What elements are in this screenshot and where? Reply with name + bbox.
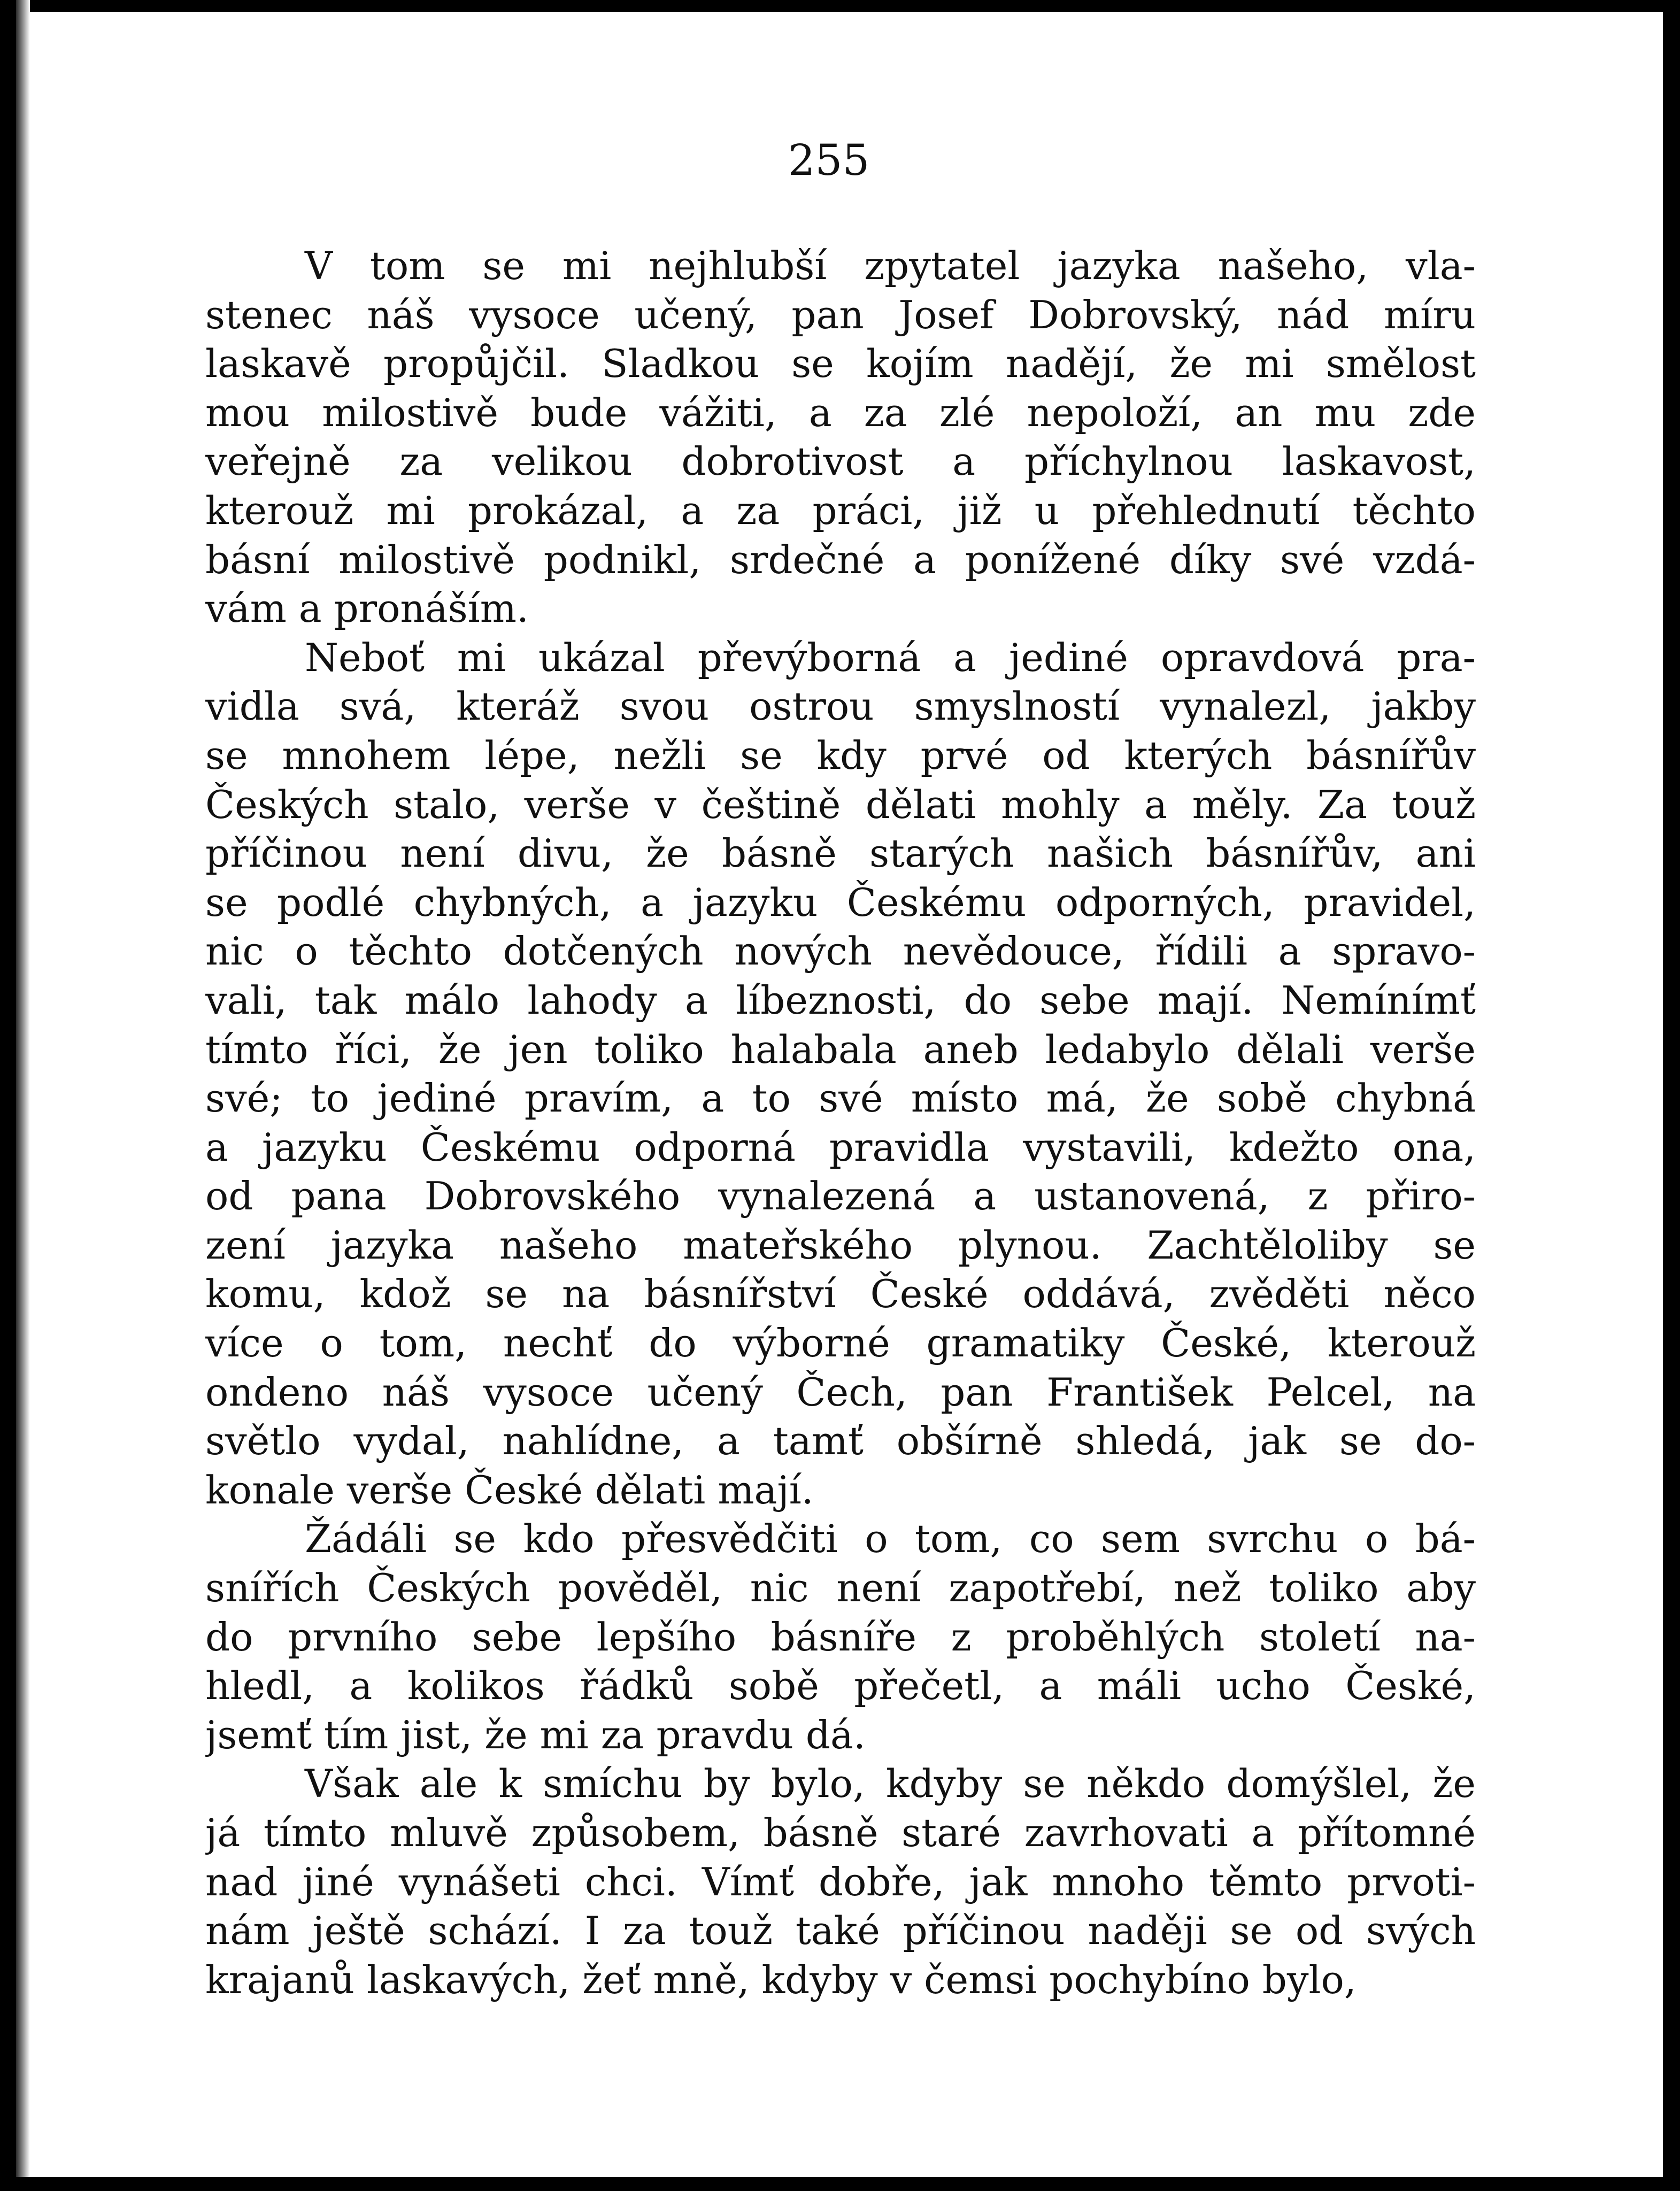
body-text bbox=[205, 242, 1476, 2004]
text-line: tímto říci, že jen toliko halabala aneb ledabylo dělali verše bbox=[205, 1027, 1476, 1072]
text-line: nic o těchto dotčených nových nevědouce, řídili a spravo- bbox=[205, 929, 1476, 974]
text-line: Českých stalo, verše v češtině dělati mohly a měly. Za touž bbox=[205, 782, 1476, 827]
paragraph bbox=[205, 1515, 1476, 1760]
text-line: stenec náš vysoce učený, pan Josef Dobrovský, nád míru bbox=[205, 292, 1476, 337]
text-line: nad jiné vynášeti chci. Vímť dobře, jak mnoho těmto prvoti- bbox=[205, 1859, 1476, 1904]
scan-binding-shadow bbox=[16, 0, 30, 2191]
text-line: Žádáli se kdo přesvědčiti o tom, co sem svrchu o bá- bbox=[305, 1516, 1476, 1562]
text-line: konale verše České dělati mají. bbox=[205, 1467, 814, 1513]
text-line: komu, kdož se na básnířství České oddává, zvěděti něco bbox=[205, 1271, 1476, 1317]
text-line: kterouž mi prokázal, a za práci, již u přehlednutí těchto bbox=[205, 488, 1476, 533]
text-line: od pana Dobrovského vynalezená a ustanovená, z přiro- bbox=[205, 1174, 1476, 1219]
scan-border-bottom bbox=[0, 2177, 1680, 2191]
text-line: jsemť tím jist, že mi za pravdu dá. bbox=[205, 1712, 866, 1757]
text-line: krajanů laskavých, žeť mně, kdyby v čemsi pochybíno bylo, bbox=[205, 1957, 1357, 2002]
text-line: nám ještě schází. I za touž také příčinou naději se od svých bbox=[205, 1908, 1476, 1954]
text-line: a jazyku Českému odporná pravidla vystavili, kdežto ona, bbox=[205, 1124, 1476, 1170]
text-line: zení jazyka našeho mateřského plynou. Zachtěloliby se bbox=[205, 1222, 1476, 1268]
text-line: básní milostivě podnikl, srdečné a ponížené díky své vzdá- bbox=[205, 537, 1476, 582]
text-line: laskavě propůjčil. Sladkou se kojím nadějí, že mi smělost bbox=[205, 341, 1476, 387]
paragraph bbox=[205, 242, 1476, 634]
text-line: V tom se mi nejhlubší zpytatel jazyka našeho, vla- bbox=[305, 243, 1476, 288]
text-line: ondeno náš vysoce učený Čech, pan František Pelcel, na bbox=[205, 1369, 1476, 1415]
text-line: hledl, a kolikos řádků sobě přečetl, a máli ucho České, bbox=[205, 1663, 1476, 1709]
text-line: své; to jediné pravím, a to své místo má, že sobě chybná bbox=[205, 1076, 1476, 1121]
scan-border-left bbox=[0, 0, 16, 2191]
scan-border-top bbox=[0, 0, 1680, 12]
page-number: 255 bbox=[788, 135, 870, 185]
text-line: světlo vydal, nahlídne, a tamť obšírně shledá, jak se do- bbox=[205, 1418, 1476, 1464]
text-line: snířích Českých pověděl, nic není zapotřebí, než toliko aby bbox=[205, 1565, 1476, 1611]
text-line: Neboť mi ukázal převýborná a jediné opravdová pra- bbox=[305, 635, 1476, 680]
text-line: mou milostivě bude vážiti, a za zlé nepoloží, an mu zde bbox=[205, 390, 1476, 435]
scan-border-right bbox=[1663, 0, 1680, 2191]
text-line: vám a pronáším. bbox=[205, 586, 529, 631]
text-line: veřejně za velikou dobrotivost a příchylnou laskavost, bbox=[205, 439, 1476, 484]
text-line: Však ale k smíchu by bylo, kdyby se někdo domýšlel, že bbox=[305, 1761, 1476, 1807]
paragraph bbox=[205, 634, 1476, 1515]
text-line: do prvního sebe lepšího básníře z proběhlých století na- bbox=[205, 1614, 1476, 1660]
text-line: příčinou není divu, že básně starých našich básnířův, ani bbox=[205, 831, 1476, 876]
text-line: vidla svá, kteráž svou ostrou smyslností vynalezl, jakby bbox=[205, 684, 1476, 729]
text-line: vali, tak málo lahody a líbeznosti, do sebe mají. Nemínímť bbox=[205, 977, 1476, 1023]
text-line: se podlé chybných, a jazyku Českému odporných, pravidel, bbox=[205, 880, 1476, 925]
text-line: já tímto mluvě způsobem, básně staré zavrhovati a přítomné bbox=[205, 1810, 1476, 1855]
paragraph bbox=[205, 1760, 1476, 2004]
text-line: více o tom, nechť do výborné gramatiky České, kterouž bbox=[205, 1321, 1476, 1366]
text-line: se mnohem lépe, nežli se kdy prvé od kterých básnířův bbox=[205, 732, 1476, 778]
